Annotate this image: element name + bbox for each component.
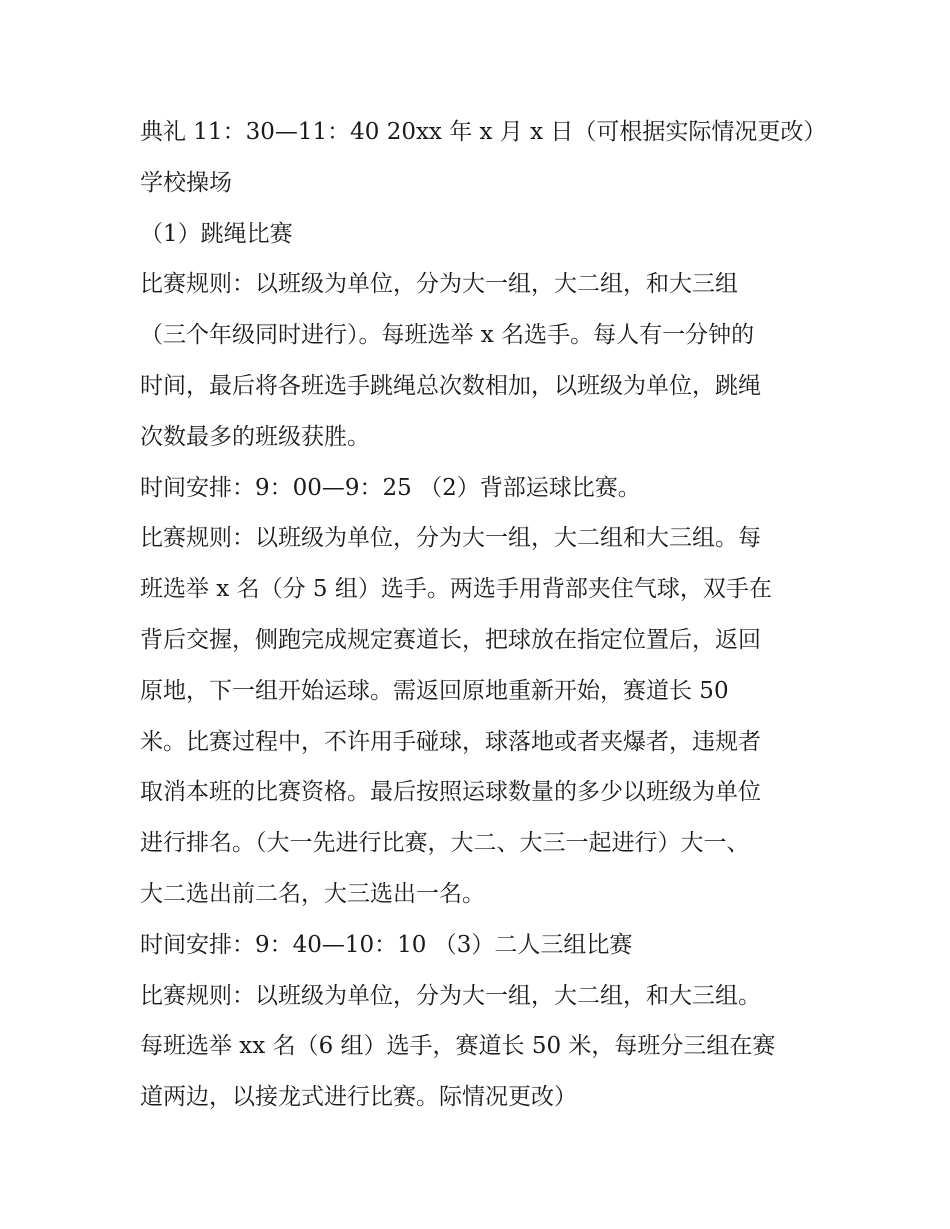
text-line-6: 时间，最后将各班选手跳绳总次数相加，以班级为单位，跳绳 [140,372,761,399]
text-line-13: 米。比赛过程中，不许用手碰球，球落地或者夹爆者，违规者 [140,728,761,755]
text-line-8: 时间安排：9：00—9：25 （2）背部运球比赛。 [140,474,641,501]
text-line-1: 典礼 11：30—11：40 20xx 年 x 月 x 日（可根据实际情况更改） [140,119,827,145]
text-line-4: 比赛规则：以班级为单位，分为大一组，大二组，和大三组 [140,271,738,298]
text-line-2: 学校操场 [140,169,232,196]
text-line-11: 背后交握，侧跑完成规定赛道长，把球放在指定位置后，返回 [140,626,761,653]
document-body [140,107,827,1123]
text-line-15: 进行排名。（大一先进行比赛，大二、大三一起进行）大一、 [140,830,750,857]
text-line-20: 道两边，以接龙式进行比赛。际情况更改） [140,1084,577,1111]
text-line-16: 大二选出前二名，大三选出一名。 [140,880,485,907]
text-line-18: 比赛规则：以班级为单位，分为大一组，大二组，和大三组。 [140,982,761,1009]
text-line-12: 原地，下一组开始运球。需返回原地重新开始，赛道长 50 [140,677,729,704]
text-line-3: （1）跳绳比赛 [140,220,293,247]
text-line-9: 比赛规则：以班级为单位，分为大一组，大二组和大三组。每 [140,525,761,552]
text-line-17: 时间安排：9：40—10：10 （3）二人三组比赛 [140,931,633,958]
text-line-7: 次数最多的班级获胜。 [140,423,370,450]
text-line-19: 每班选举 xx 名（6 组）选手，赛道长 50 米，每班分三组在赛 [140,1033,776,1060]
text-line-10: 班选举 x 名（分 5 组）选手。两选手用背部夹住气球，双手在 [140,576,772,603]
text-line-5: （三个年级同时进行）。每班选举 x 名选手。每人有一分钟的 [140,322,755,349]
text-line-14: 取消本班的比赛资格。最后按照运球数量的多少以班级为单位 [140,779,761,806]
